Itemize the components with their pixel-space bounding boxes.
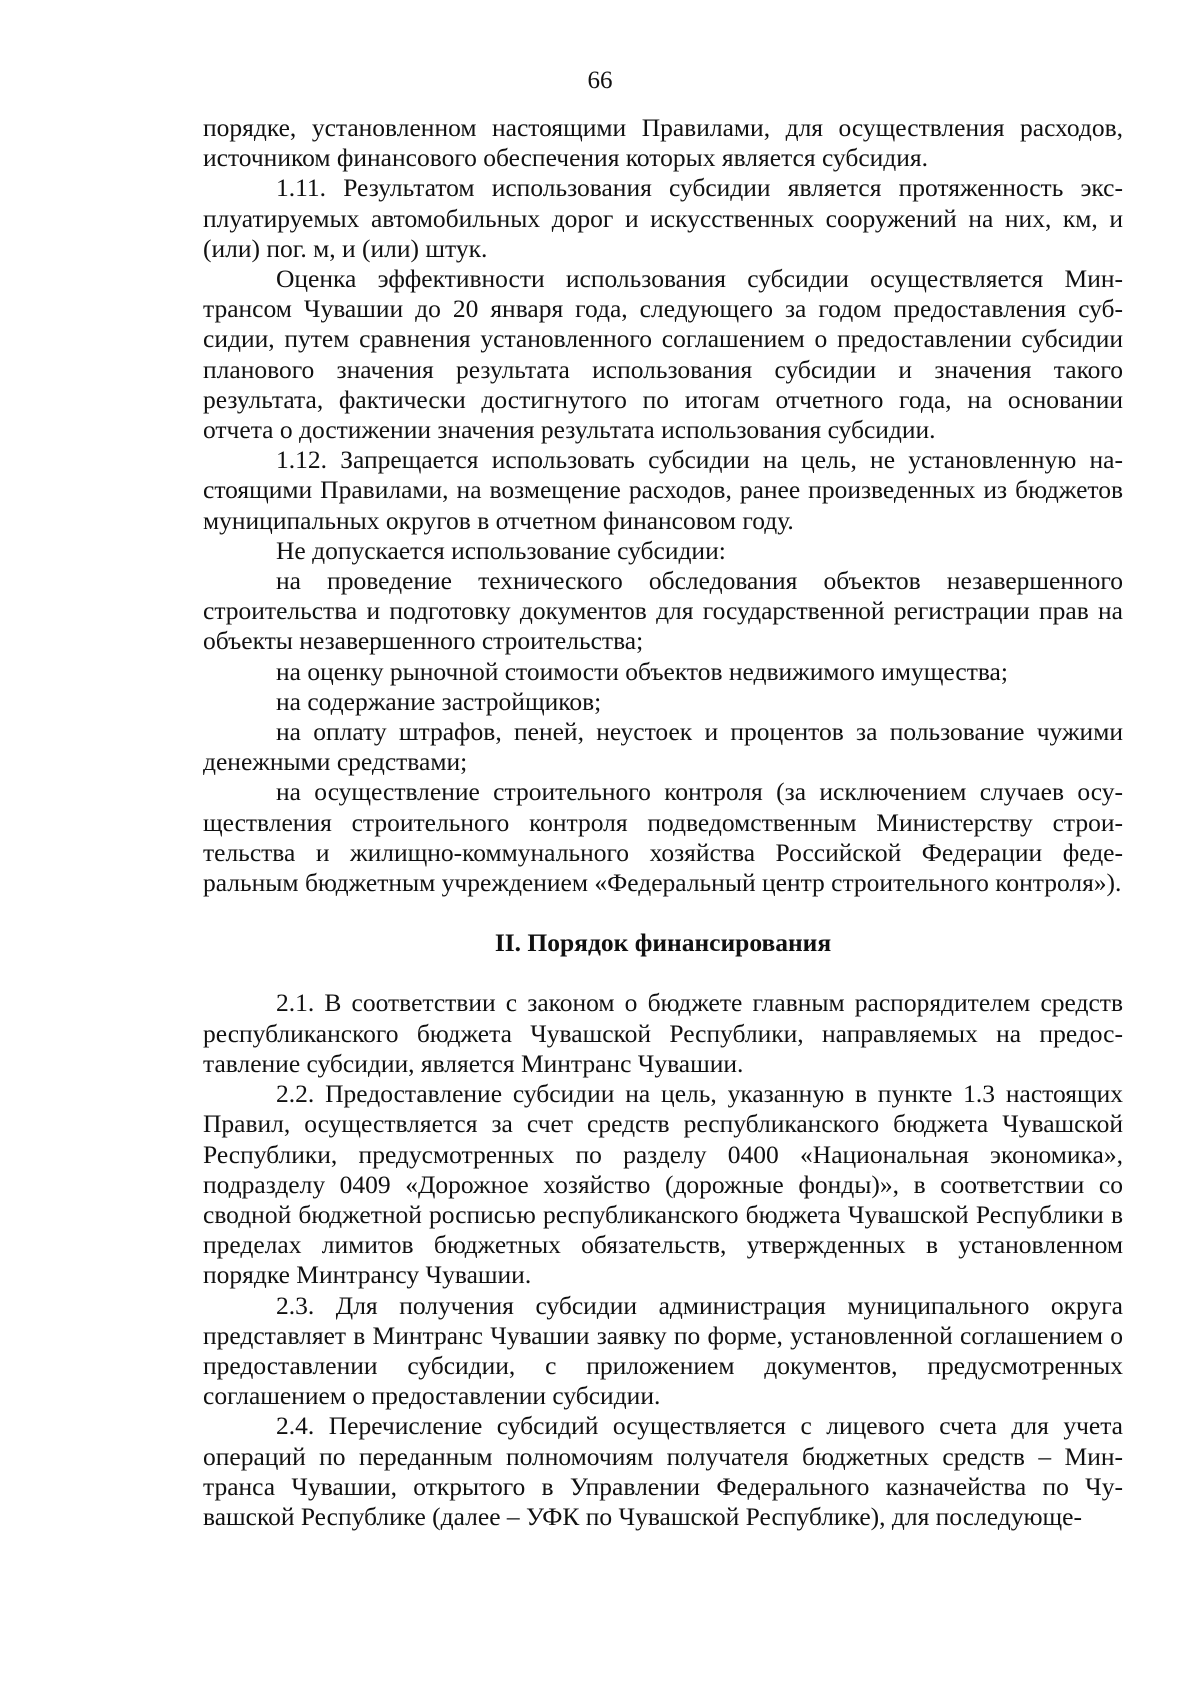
paragraph-1-12: 1.12. Запрещается использовать субсидии на цель, не установленную настоящими Правилами, на возмещение расходов, ранее произведенных из бюджетов муниципальных округов в отчетном финансовом году. [203, 445, 1123, 535]
paragraph-2-1: 2.1. В соответствии с законом о бюджете главным распорядителем средств республиканского бюджета Чувашской Республики, направляемых на предоставление субсидии, является Минтранс Чувашии. [203, 988, 1123, 1078]
paragraph-continuation: порядке, установленном настоящими Правилами, для осуществления расходов, источником финансового обеспечения которых является субсидия. [203, 113, 1123, 173]
section-heading: II. Порядок финансирования [494, 928, 832, 958]
paragraph-2-3: 2.3. Для получения субсидии администрация муниципального округа представляет в Минтранс Чувашии заявку по форме, установленной соглашением о предоставлении субсидии, с приложением документов, предусмотренных соглашением о предоставлении субсидии. [203, 1290, 1123, 1411]
page-number: 66 [587, 67, 613, 94]
list-item-fines: на оплату штрафов, пеней, неустоек и процентов за пользование чужими денежными средствами; [203, 717, 1123, 777]
paragraph-not-allowed: Не допускается использование субсидии: [276, 535, 726, 565]
list-item-valuation: на оценку рыночной стоимости объектов недвижимого имущества; [276, 656, 1008, 686]
document-body [203, 113, 1123, 1532]
paragraph-2-4: 2.4. Перечисление субсидий осуществляется с лицевого счета для учета операций по переданным полномочиям получателя бюджетных средств – Минтранса Чувашии, открытого в Управлении Федерального казначейства по Чувашской Республике (далее – УФК по Чувашской Республике), для последующе- [203, 1411, 1123, 1531]
list-item-inspection: на проведение технического обследования объектов незавершенного строительства и подготовку документов для государственной регистрации прав на объекты незавершенного строительства; [203, 566, 1123, 656]
paragraph-2-2: 2.2. Предоставление субсидии на цель, указанную в пункте 1.3 настоящих Правил, осуществляется за счет средств республиканского бюджета Чувашской Республики, предусмотренных по разделу 0400 «Национальная экономика», подразделу 0409 «Дорожное хозяйство (дорожные фонды)», в соответствии со сводной бюджетной росписью республиканского бюджета Чувашской Республики в пределах лимитов бюджетных обязательств, утвержденных в установленном порядке Минтрансу Чувашии. [203, 1079, 1123, 1290]
list-item-construction-control: на осуществление строительного контроля (за исключением случаев осуществления строительного контроля подведомственным Министерству строительства и жилищно-коммунального хозяйства Российской Федерации федеральным бюджетным учреждением «Федеральный центр строительного контроля»). [203, 777, 1123, 898]
paragraph-evaluation: Оценка эффективности использования субсидии осуществляется Минтрансом Чувашии до 20 января года, следующего за годом предоставления субсидии, путем сравнения установленного соглашением о предоставлении субсидии планового значения результата использования субсидии и значения такого результата, фактически достигнутого по итогам отчетного года, на основании отчета о достижении значения результата использования субсидии. [203, 264, 1123, 445]
paragraph-1-11: 1.11. Результатом использования субсидии является протяженность эксплуатируемых автомобильных дорог и искусственных сооружений на них, км, и (или) пог. м, и (или) штук. [203, 173, 1123, 263]
list-item-developers: на содержание застройщиков; [276, 686, 602, 716]
